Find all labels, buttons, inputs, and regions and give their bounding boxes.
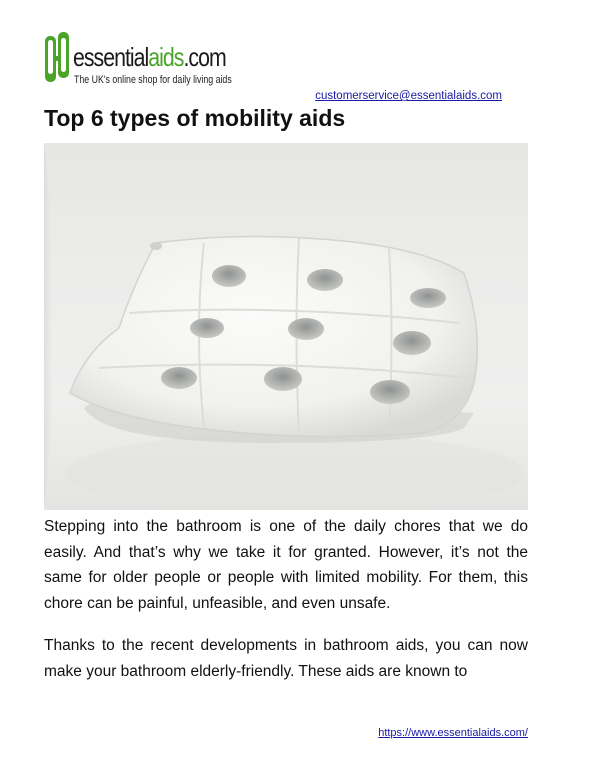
paragraph-2: Thanks to the recent developments in bathroom aids, you can now make your bathroom elderly-friendly. These aids are known to xyxy=(44,637,528,680)
email-link[interactable]: customerservice@essentialaids.com xyxy=(315,90,502,102)
paragraph-1: Stepping into the bathroom is one of the daily chores that we do easily. And that’s why we take it for granted. However, it’s not the same for older people or people with limited mobility. For them, this chore can be painful, unfeasible, and even unsafe. xyxy=(44,518,528,612)
bath-cushion-image xyxy=(44,143,528,510)
site-logo[interactable] xyxy=(44,28,232,100)
bath-cushion-illustration xyxy=(44,143,528,510)
page-title: Top 6 types of mobility aids xyxy=(44,105,346,131)
logo-mark-icon xyxy=(44,28,70,90)
footer-website-link[interactable]: https://www.essentialaids.com/ xyxy=(378,727,528,739)
logo-tagline: The UK's online shop for daily living aids xyxy=(74,74,232,86)
logo-wordmark: essentialaids.com xyxy=(73,42,226,72)
